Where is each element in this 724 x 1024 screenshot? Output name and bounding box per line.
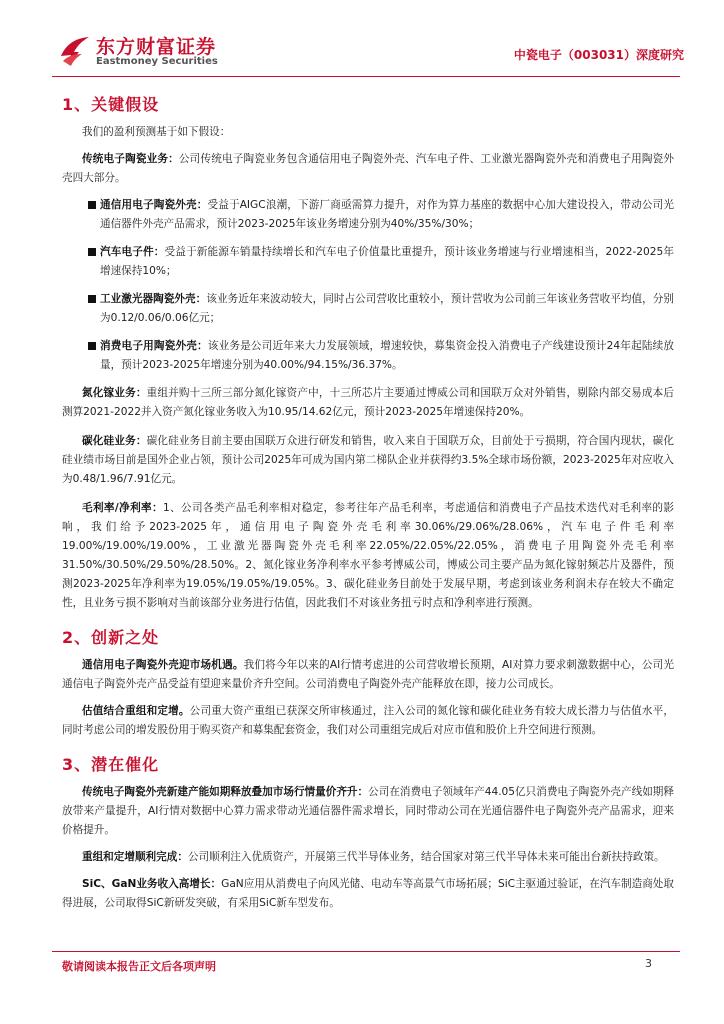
bullet-text: 受益于新能源车销量持续增长和汽车电子价值量比重提升，预计该业务增速与行业增速相当，2022-2025年增速保持10%； <box>100 246 674 277</box>
paragraph-capacity-release <box>62 783 674 840</box>
paragraph-sic-gan-growth <box>62 875 674 913</box>
paragraph-head: 估值结合重组和定增。 <box>82 705 190 717</box>
paragraph-head: SiC、GaN业务收入高增长： <box>82 878 222 890</box>
paragraph-text: 公司传统电子陶瓷业务包含通信用电子陶瓷外壳、汽车电子件、工业激光器陶瓷外壳和消费电子用陶瓷外壳四大部分。 <box>62 153 675 184</box>
bullet-text: 该业务近年来波动较大，同时占公司营收比重较小，预计营收为公司前三年该业务营收平均值，分别为0.12/0.06/0.06亿元； <box>100 293 675 324</box>
bullet-square-icon <box>88 248 96 256</box>
paragraph-text: 公司顺利注入优质资产，开展第三代半导体业务，结合国家对第三代半导体未来可能出台新扶持政策。 <box>187 851 665 863</box>
footer-divider <box>52 951 680 952</box>
bullet-head: 通信用电子陶瓷外壳： <box>100 199 208 211</box>
paragraph-text: 1、公司各类产品毛利率相对稳定，参考往年产品毛利率，考虑通信和消费电子产品技术迭代对毛利率的影响，我们给予2023-2025年，通信用电子陶瓷外壳毛利率30.06%/29.06%/28.06%，汽车电子件毛利率19.00%/19.00%/19.00%，工业激光器陶瓷外壳毛利率22.05%/22.05%/22.05%，消费电子用陶瓷外壳毛利率31.50%/30.50%/29.50%/28.50%。2、氮化镓业务净利率水平参考博威公司，博威公司主要产品为氮化镓射频芯片及器件，预测2023-2025年净利率为19.05%/19.05%/19.05%。3、碳化硅业务目前处于发展早期，考虑到该业务利润未存在较大不确定性，且业务亏损不影响对当前该部分业务进行估值，因此我们不对该业务扭亏时点和净利率进行预测。 <box>62 502 674 609</box>
assumption-bullet-list <box>62 196 674 375</box>
bullet-item <box>62 243 674 281</box>
eastmoney-logo-icon <box>58 34 92 68</box>
brand-name-en: Eastmoney Securities <box>96 56 218 67</box>
paragraph-head: 毛利率/净利率： <box>82 502 163 514</box>
bullet-text: 受益于AIGC浪潮，下游厂商亟需算力提升，对作为算力基座的数据中心加大建设投入，带动公司光通信器件外壳产品需求，预计2023-2025年该业务增速分别为40%/35%/30%； <box>100 199 674 230</box>
paragraph-head: 通信用电子陶瓷外壳迎市场机遇。 <box>82 659 244 671</box>
paragraph-text: 公司重大资产重组已获深交所审核通过，注入公司的氮化镓和碳化硅业务有较大成长潜力与估值水平，同时考虑公司的增发股份用于购买资产和募集配套资金，我们对公司重组完成后对应市值和股价上升空间进行预测。 <box>62 705 675 736</box>
section-title-innovation: 2、创新之处 <box>62 628 160 647</box>
bullet-square-icon <box>88 201 96 209</box>
bullet-square-icon <box>88 295 96 303</box>
paragraph-traditional-ceramics <box>62 150 674 188</box>
bullet-text: 该业务是公司近年来大力发展领域，增速较快，募集资金投入消费电子产线建设预计24年起陆续放量，预计2023-2025年增速分别为40.00%/94.15%/36.37%。 <box>100 340 674 371</box>
paragraph-head: 碳化硅业务： <box>82 435 147 447</box>
brand-name-cn: 东方财富证券 <box>96 36 217 58</box>
paragraph-head: 传统电子陶瓷外壳新建产能如期释放叠加市场行情量价齐升： <box>82 786 369 798</box>
paragraph-valuation <box>62 702 674 740</box>
bullet-item <box>62 290 674 328</box>
paragraph-head: 氮化镓业务： <box>82 387 147 399</box>
paragraph-text: 我们将今年以来的AI行情考虑进的公司营收增长预期，AI对算力要求刺激数据中心，公司光通信电子陶瓷外壳产品受益有望迎来量价齐升空间。公司消费电子陶瓷外壳产能释放在即，接力公司成长。 <box>62 659 674 690</box>
paragraph-gan-business <box>62 384 674 422</box>
section1-intro: 我们的盈利预测基于如下假设： <box>82 126 231 138</box>
page-number: 3 <box>645 957 652 970</box>
page-header <box>0 0 724 80</box>
bullet-item <box>62 196 674 234</box>
paragraph-margins <box>62 499 674 613</box>
paragraph-restructuring <box>62 848 674 867</box>
bullet-head: 消费电子用陶瓷外壳： <box>100 340 208 352</box>
section-title-catalysts: 3、潜在催化 <box>62 755 160 774</box>
paragraph-head: 传统电子陶瓷业务： <box>82 153 179 165</box>
bullet-item <box>62 337 674 375</box>
report-title-tag: 中瓷电子（003031）深度研究 <box>513 48 684 62</box>
bullet-head: 工业激光器陶瓷外壳： <box>100 293 207 305</box>
paragraph-market-opportunity <box>62 656 674 694</box>
report-body <box>62 84 674 913</box>
header-divider <box>52 76 680 77</box>
bullet-square-icon <box>88 342 96 350</box>
paragraph-head: 重组和定增顺利完成： <box>82 851 188 863</box>
paragraph-text: GaN应用从消费电子向风光储、电动车等高景气市场拓展；SiC主驱通过验证，在汽车制造商处取得进展，公司取得SiC新研发突破，有采用SiC新车型发布。 <box>62 878 675 909</box>
paragraph-sic-business <box>62 432 674 489</box>
bullet-head: 汽车电子件： <box>100 246 165 258</box>
section-title-key-assumptions: 1、关键假设 <box>62 95 160 114</box>
disclaimer-note: 敬请阅读本报告正文后各项声明 <box>62 960 216 973</box>
paragraph-text: 碳化硅业务目前主要由国联万众进行研发和销售，收入来自于国联万众，目前处于亏损期，符合国内现状，碳化硅业绩市场目前是国外企业占领，预计公司2025年可成为国内第二梯队企业并获得约3.5%全球市场份额，2023-2025年对应收入为0.48/1.96/7.91亿元。 <box>62 435 675 485</box>
paragraph-text: 公司在消费电子领域年产44.05亿只消费电子陶瓷外壳产线如期释放带来产量提升，AI行情对数据中心算力需求带动光通信器件需求增长，同时带动公司在光通信器件电子陶瓷外壳产品需求，迎来价格提升。 <box>62 786 675 836</box>
paragraph-text: 重组并购十三所三部分氮化镓资产中，十三所芯片主要通过博威公司和国联万众对外销售，剔除内部交易成本后测算2021-2022并入资产氮化镓业务收入为10.95/14.62亿元，预计2023-2025年增速保持20%。 <box>62 387 675 418</box>
